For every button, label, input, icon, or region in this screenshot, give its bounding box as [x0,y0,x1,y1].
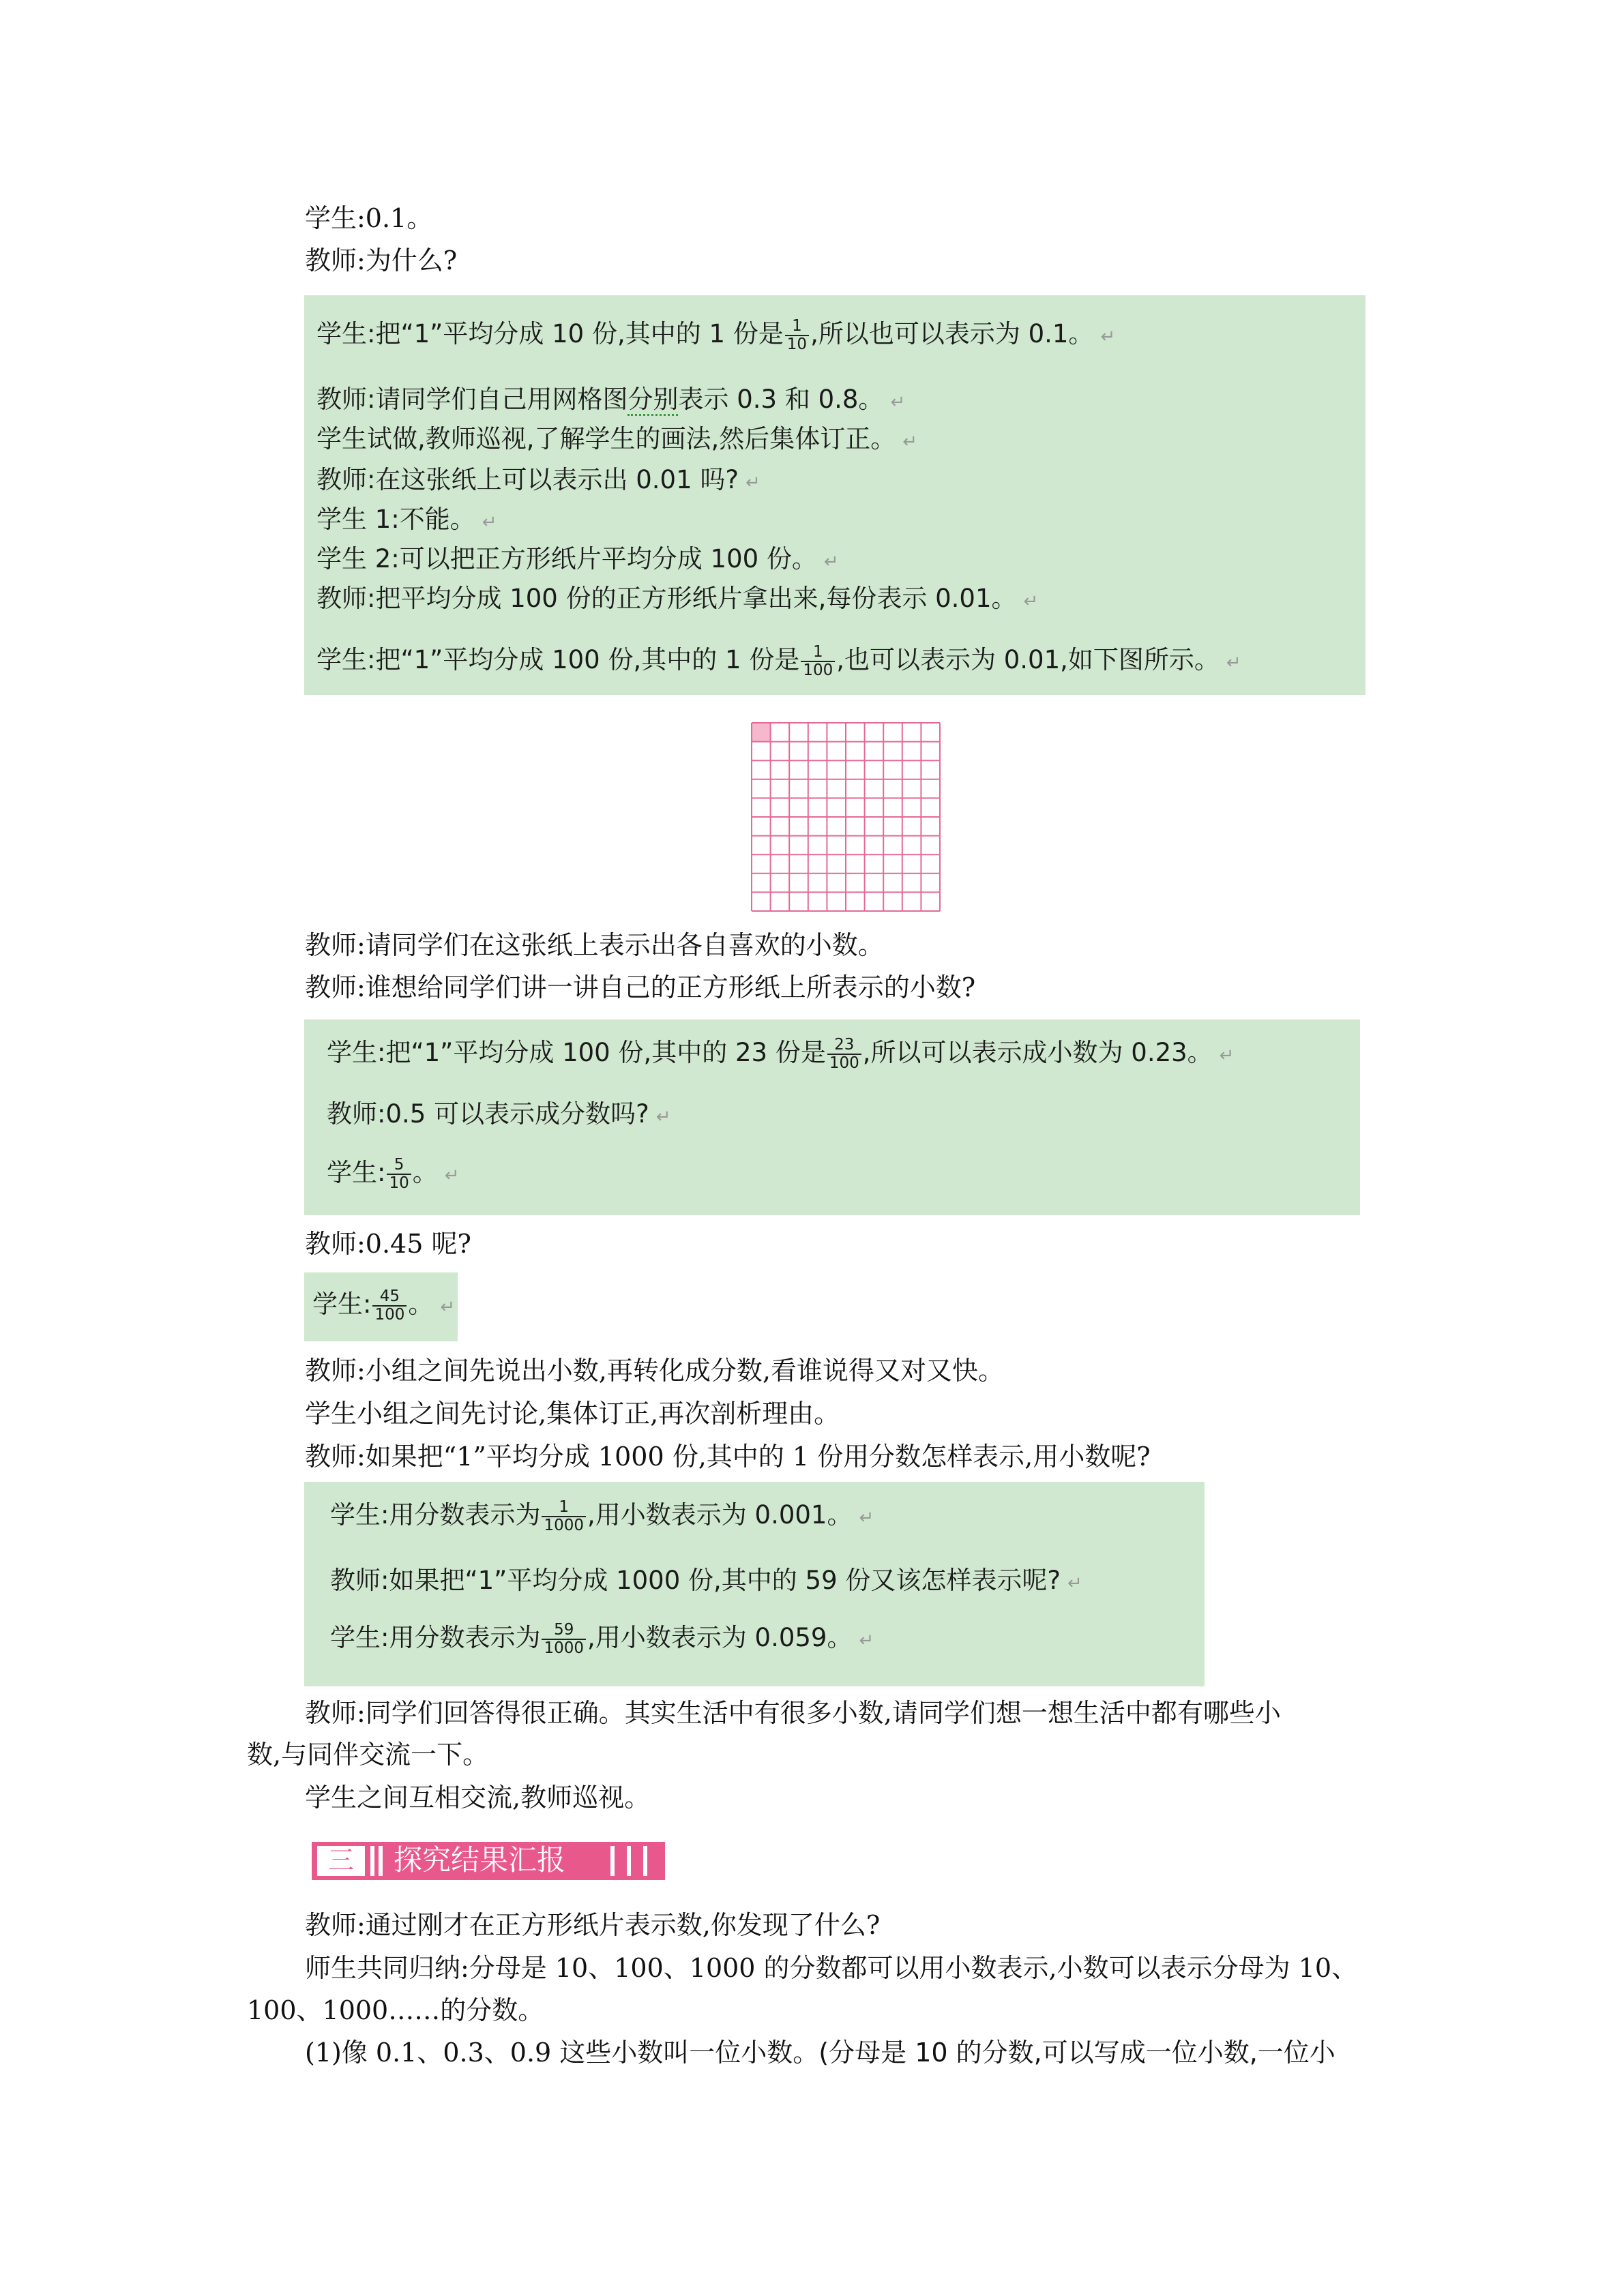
return-mark-icon: ↵ [1100,327,1116,347]
shaded-cell [752,723,771,742]
box4-line-3: 学生:用分数表示为 $\frac{59}{1000}$ ,用小数表示为 0.059。 ↵ [330,1620,874,1657]
fraction: $\frac{59}{1000}$ [542,1622,586,1657]
dialogue-box-3 [304,1272,458,1341]
line-teacher-favorite-decimal: 教师:请同学们在这张纸上表示出各自喜欢的小数。 [305,930,884,960]
return-mark-icon: ↵ [1023,591,1039,612]
return-mark-icon: ↵ [823,552,839,572]
fraction: $\frac{1}{100}$ [801,644,835,679]
box2-line-2: 教师:0.5 可以表示成分数吗? ↵ [327,1099,671,1129]
box1-line-4: 教师:在这张纸上可以表示出 0.01 吗? ↵ [316,465,761,494]
section-title: 探究结果汇报 [394,1843,566,1877]
box1-line-2: 教师:请同学们自己用网格图分别表示 0.3 和 0.8。 ↵ [316,383,905,419]
dialogue-box-1 [304,295,1365,695]
section-number: 三 [327,1845,355,1875]
return-mark-icon: ↵ [1067,1573,1082,1594]
line-student-discuss: 学生小组之间先讨论,集体订正,再次剖析理由。 [305,1399,840,1429]
box1-line-8: 学生:把“1”平均分成 100 份,其中的 1 份是 $\frac{1}{100}$ ,也可以表示为 0.01,如下图所示。 ↵ [316,642,1241,679]
return-mark-icon: ↵ [859,1630,874,1651]
return-mark-icon: ↵ [859,1508,874,1528]
box2-line-3: 学生: $\frac{5}{10}$ 。 ↵ [327,1155,460,1192]
fraction: $\frac{1}{10}$ [785,318,809,353]
fraction: $\frac{45}{100}$ [372,1288,407,1324]
section-header-banner [312,1838,665,1883]
box1-line-3: 学生试做,教师巡视,了解学生的画法,然后集体订正。 ↵ [316,424,918,453]
box3-line-1: 学生: $\frac{45}{100}$ 。 ↵ [312,1287,456,1324]
return-mark-icon: ↵ [440,1297,456,1317]
return-mark-icon: ↵ [655,1107,671,1127]
return-mark-icon: ↵ [745,473,761,493]
fraction: $\frac{23}{100}$ [827,1037,861,1072]
line-summary-1: 师生共同归纳:分母是 10、100、1000 的分数都可以用小数表示,小数可以表示分母为 10、 [305,1953,1358,1983]
return-mark-icon: ↵ [482,512,497,533]
box1-line-5: 学生 1:不能。 ↵ [316,505,497,534]
line-student-answer: 学生:0.1。 [305,203,433,233]
return-mark-icon: ↵ [444,1165,460,1186]
hundred-square-grid [750,721,941,912]
line-teacher-1000: 教师:如果把“1”平均分成 1000 份,其中的 1 份用分数怎样表示,用小数呢? [305,1442,1151,1472]
spellcheck-underline: 分别 [628,385,678,416]
dialogue-box-2 [304,1019,1360,1215]
line-students-exchange: 学生之间互相交流,教师巡视。 [305,1783,651,1813]
box2-line-1: 学生:把“1”平均分成 100 份,其中的 23 份是 $\frac{23}{100}$ ,所以可以表示成小数为 0.23。 ↵ [327,1035,1235,1072]
fraction: $\frac{5}{10}$ [387,1157,411,1192]
line-teacher-praise-2: 数,与同伴交流一下。 [247,1740,489,1770]
line-one-decimal: (1)像 0.1、0.3、0.9 这些小数叫一位小数。(分母是 10 的分数,可以写成一位小数,一位小 [305,2038,1335,2068]
box4-line-2: 教师:如果把“1”平均分成 1000 份,其中的 59 份又该怎样表示呢? ↵ [330,1566,1082,1595]
box1-line-6: 学生 2:可以把正方形纸片平均分成 100 份。 ↵ [316,544,839,573]
return-mark-icon: ↵ [890,392,906,413]
box1-line-1: 学生:把“1”平均分成 10 份,其中的 1 份是 $\frac{1}{10}$ ,所以也可以表示为 0.1。 ↵ [316,316,1116,353]
line-teacher-045: 教师:0.45 呢? [305,1229,471,1259]
line-teacher-explain: 教师:谁想给同学们讲一讲自己的正方形纸上所表示的小数? [305,972,976,1002]
return-mark-icon: ↵ [1226,653,1241,673]
grid-lines [752,723,940,911]
line-teacher-praise-1: 教师:同学们回答得很正确。其实生活中有很多小数,请同学们想一想生活中都有哪些小 [305,1698,1281,1728]
return-mark-icon: ↵ [1219,1045,1235,1066]
line-teacher-why: 教师:为什么? [305,245,458,275]
box4-line-1: 学生:用分数表示为 $\frac{1}{1000}$ ,用小数表示为 0.001。 ↵ [330,1497,874,1534]
box1-line-7: 教师:把平均分成 100 份的正方形纸片拿出来,每份表示 0.01。 ↵ [316,584,1039,613]
line-teacher-discover: 教师:通过刚才在正方形纸片表示数,你发现了什么? [305,1910,881,1940]
line-summary-2: 100、1000……的分数。 [247,1995,544,2025]
dialogue-box-4 [304,1482,1205,1686]
return-mark-icon: ↵ [902,432,918,452]
fraction: $\frac{1}{1000}$ [542,1499,586,1534]
line-teacher-group: 教师:小组之间先说出小数,再转化成分数,看谁说得又对又快。 [305,1356,1004,1386]
